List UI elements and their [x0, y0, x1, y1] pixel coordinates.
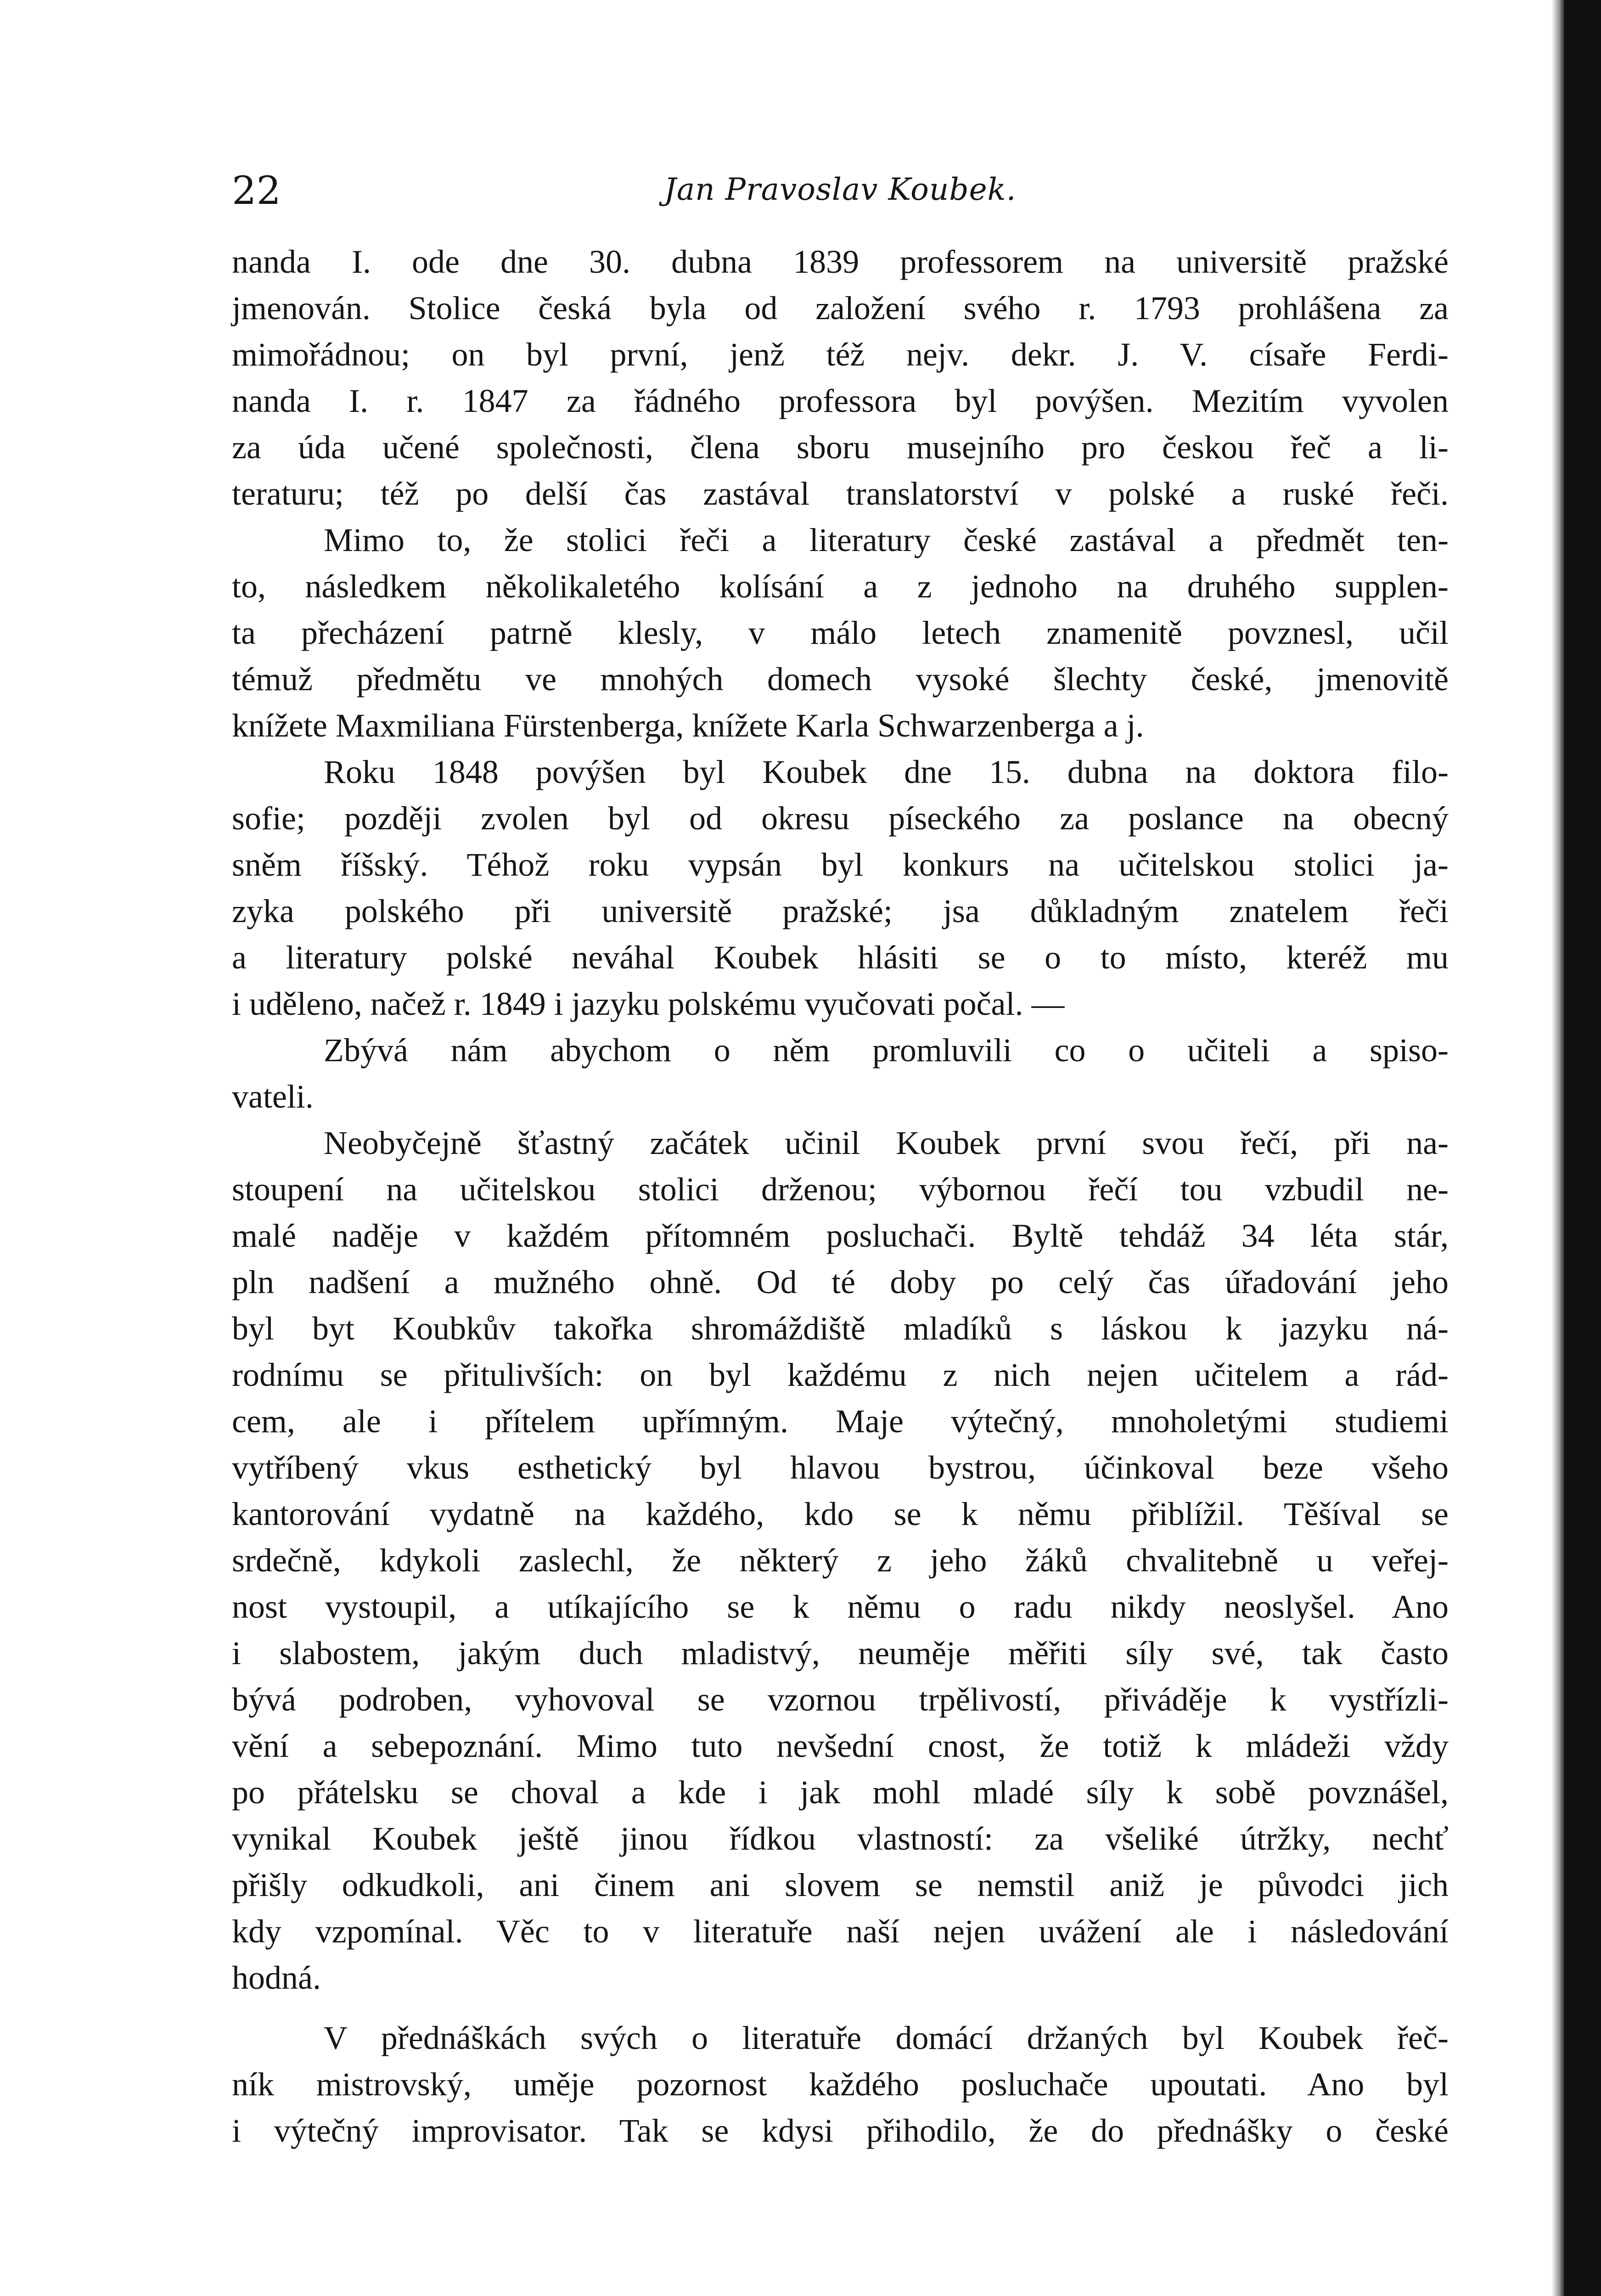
- text-line: kantorování vydatně na každého, kdo se k němu přiblížil. Těšíval se: [232, 1496, 1449, 1532]
- text-line: kdy vzpomínal. Věc to v literatuře naší nejen uvážení ale i následování: [232, 1913, 1449, 1950]
- text-line: a literatury polské neváhal Koubek hlásiti se o to místo, kteréž mu: [232, 939, 1449, 976]
- text-line: pln nadšení a mužného ohně. Od té doby po celý čas úřadování jeho: [232, 1264, 1449, 1300]
- text-line: srdečně, kdykoli zaslechl, že některý z jeho žáků chvalitebně u veřej-: [232, 1542, 1449, 1579]
- text-line: Roku 1848 povýšen byl Koubek dne 15. dubna na doktora filo-: [324, 754, 1449, 790]
- text-line: i uděleno, načež r. 1849 i jazyku polskému vyučovati počal. —: [232, 985, 1065, 1022]
- text-line: knížete Maxmiliana Fürstenberga, knížete Karla Schwarzenberga a j.: [232, 707, 1144, 744]
- text-line: za úda učené společnosti, člena sboru musejního pro českou řeč a li-: [232, 429, 1449, 466]
- text-line: vění a sebepoznání. Mimo tuto nevšední cnost, že totiž k mládeži vždy: [232, 1728, 1449, 1764]
- text-line: zyka polského při universitě pražské; jsa důkladným znatelem řeči: [232, 893, 1449, 929]
- scan-edge-shadow: [1551, 0, 1564, 2296]
- text-line: rodnímu se přitulivších: on byl každému z nich nejen učitelem a rád-: [232, 1356, 1449, 1393]
- text-line: V přednáškách svých o literatuře domácí držaných byl Koubek řeč-: [324, 2020, 1449, 2056]
- text-line: teraturu; též po delší čas zastával translatorství v polské a ruské řeči.: [232, 475, 1449, 512]
- text-line: stoupení na učitelskou stolici drženou; výbornou řečí tou vzbudil ne-: [232, 1171, 1449, 1208]
- text-line: vynikal Koubek ještě jinou řídkou vlastností: za všeliké útržky, nechť: [232, 1820, 1449, 1857]
- text-line: ník mistrovský, uměje pozornost každého posluchače upoutati. Ano byl: [232, 2066, 1449, 2103]
- body-text: [232, 239, 1449, 2154]
- text-line: hodná.: [232, 1959, 321, 1996]
- running-title: Jan Pravoslav Koubek.: [664, 172, 1017, 207]
- text-line: vytříbený vkus esthetický byl hlavou bystrou, účinkoval beze všeho: [232, 1449, 1449, 1486]
- text-line: vateli.: [232, 1078, 314, 1115]
- text-line: Zbývá nám abychom o něm promluvili co o učiteli a spiso-: [324, 1032, 1449, 1069]
- text-line: i výtečný improvisator. Tak se kdysi přihodilo, že do přednášky o české: [232, 2112, 1449, 2149]
- text-line: nanda I. r. 1847 za řádného professora byl povýšen. Mezitím vyvolen: [232, 383, 1449, 419]
- text-line: ta přecházení patrně klesly, v málo letech znamenitě povznesl, učil: [232, 614, 1449, 651]
- text-line: nanda I. ode dne 30. dubna 1839 professorem na universitě pražské: [232, 243, 1449, 280]
- text-line: témuž předmětu ve mnohých domech vysoké šlechty české, jmenovitě: [232, 661, 1449, 698]
- text-line: sněm říšský. Téhož roku vypsán byl konkurs na učitelskou stolici ja-: [232, 846, 1449, 883]
- text-line: cem, ale i přítelem upřímným. Maje výtečný, mnoholetými studiemi: [232, 1403, 1449, 1440]
- text-line: byl byt Koubkův takořka shromáždiště mladíků s láskou k jazyku ná-: [232, 1310, 1449, 1347]
- text-line: i slabostem, jakým duch mladistvý, neuměje měřiti síly své, tak často: [232, 1635, 1449, 1671]
- text-line: přišly odkudkoli, ani činem ani slovem se nemstil aniž je původci jich: [232, 1867, 1449, 1903]
- text-line: mimořádnou; on byl první, jenž též nejv. dekr. J. V. císaře Ferdi-: [232, 336, 1449, 373]
- page-header: [232, 163, 1449, 218]
- text-line: sofie; později zvolen byl od okresu píseckého za poslance na obecný: [232, 800, 1449, 837]
- scan-edge-border: [1564, 0, 1601, 2296]
- text-line: nost vystoupil, a utíkajícího se k němu o radu nikdy neoslyšel. Ano: [232, 1588, 1449, 1625]
- text-line: to, následkem několikaletého kolísání a z jednoho na druhého supplen-: [232, 568, 1449, 605]
- text-line: Neobyčejně šťastný začátek učinil Koubek první svou řečí, při na-: [324, 1125, 1449, 1161]
- text-line: jmenován. Stolice česká byla od založení svého r. 1793 prohlášena za: [232, 290, 1449, 326]
- text-line: Mimo to, že stolici řeči a literatury české zastával a předmět ten-: [324, 522, 1449, 558]
- text-line: malé naděje v každém přítomném posluchači. Byltě tehdáž 34 léta stár,: [232, 1217, 1449, 1254]
- text-line: po přátelsku se choval a kde i jak mohl mladé síly k sobě povznášel,: [232, 1774, 1449, 1811]
- page-number: 22: [232, 168, 281, 213]
- text-line: bývá podroben, vyhovoval se vzornou trpělivostí, přiváděje k vystřízli-: [232, 1681, 1449, 1718]
